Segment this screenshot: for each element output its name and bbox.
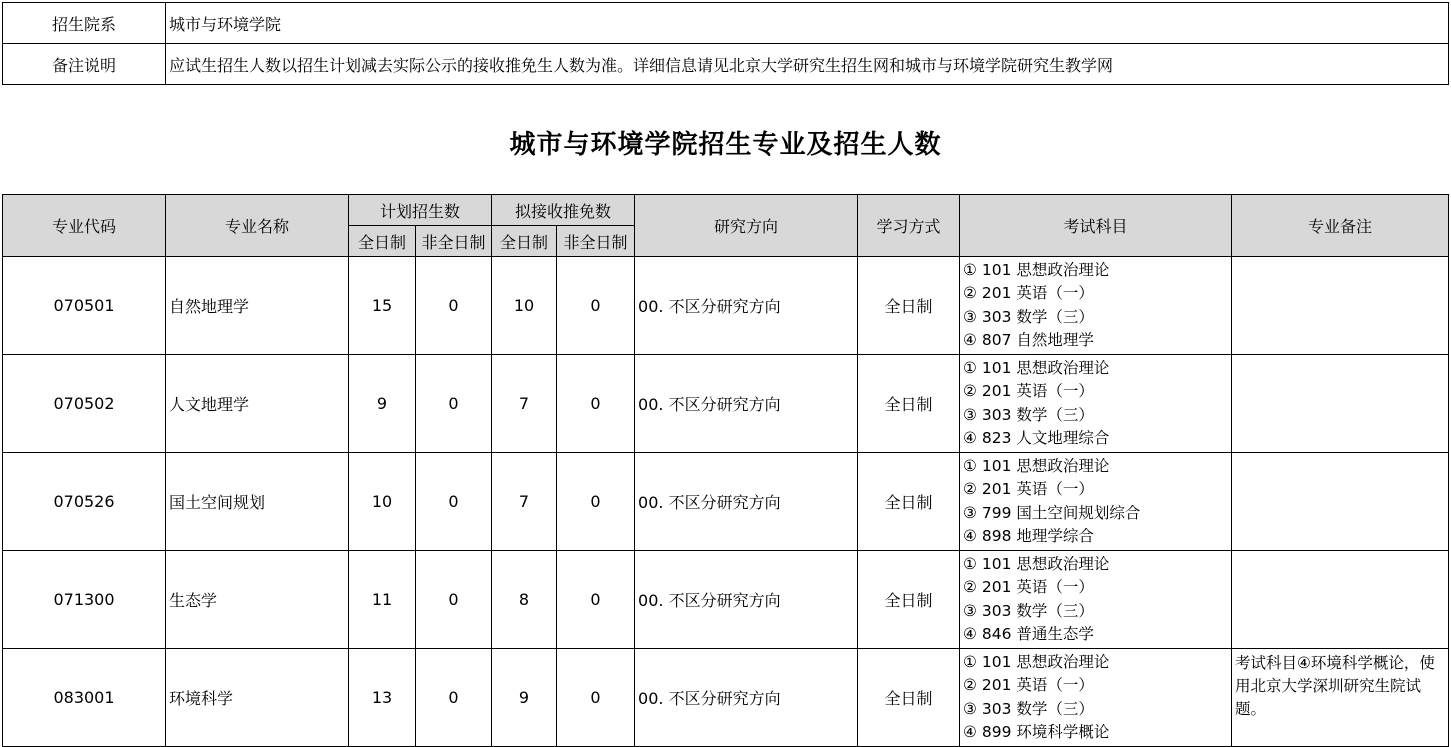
remark-value: 应试生招生人数以招生计划减去实际公示的接收推免生人数为准。详细信息请见北京大学研究生招生网和城市与环境学院研究生教学网: [166, 44, 1449, 85]
table-row: [3, 649, 1449, 747]
major-code: 070526: [3, 453, 166, 551]
header-exempt: 拟接收推免数: [492, 195, 635, 226]
major-note: [1232, 355, 1449, 453]
exempt-full-time: 10: [492, 257, 557, 355]
exempt-full-time: 8: [492, 551, 557, 649]
exempt-part-time: 0: [557, 355, 635, 453]
major-note: [1232, 257, 1449, 355]
major-code: 083001: [3, 649, 166, 747]
research-direction: 00. 不区分研究方向: [635, 453, 858, 551]
header-note: 专业备注: [1232, 195, 1449, 257]
header-plan: 计划招生数: [349, 195, 492, 226]
remark-label: 备注说明: [3, 44, 166, 85]
major-note: 考试科目④环境科学概论，使用北京大学深圳研究生院试题。: [1232, 649, 1449, 747]
exam-subject: ④ 898 地理学综合: [963, 527, 1094, 545]
study-mode: 全日制: [858, 453, 960, 551]
major-name: 环境科学: [166, 649, 349, 747]
page-title: 城市与环境学院招生专业及招生人数: [509, 130, 942, 160]
plan-part-time: 0: [416, 257, 492, 355]
header-plan-part-time: 非全日制: [416, 226, 492, 257]
research-direction: 00. 不区分研究方向: [635, 649, 858, 747]
major-code: 070502: [3, 355, 166, 453]
research-direction: 00. 不区分研究方向: [635, 257, 858, 355]
header-exam: 考试科目: [960, 195, 1232, 257]
exam-subjects: [960, 551, 1232, 649]
exam-subject: ② 201 英语（一）: [963, 578, 1094, 596]
exam-subject: ③ 799 国土空间规划综合: [963, 503, 1141, 522]
table-row: [3, 453, 1449, 551]
major-note: [1232, 453, 1449, 551]
plan-full-time: 9: [349, 355, 416, 453]
research-direction: 00. 不区分研究方向: [635, 551, 858, 649]
exam-subjects: [960, 649, 1232, 747]
study-mode: 全日制: [858, 355, 960, 453]
major-name: 人文地理学: [166, 355, 349, 453]
header-exempt-full-time: 全日制: [492, 226, 557, 257]
header-mode: 学习方式: [858, 195, 960, 257]
department-info-table: [2, 2, 1449, 85]
exempt-part-time: 0: [557, 551, 635, 649]
header-name: 专业名称: [166, 195, 349, 257]
plan-full-time: 11: [349, 551, 416, 649]
major-code: 070501: [3, 257, 166, 355]
exam-subject: ③ 303 数学（三）: [963, 405, 1094, 424]
plan-part-time: 0: [416, 355, 492, 453]
exempt-full-time: 9: [492, 649, 557, 747]
info-row-remark: [3, 44, 1449, 85]
study-mode: 全日制: [858, 551, 960, 649]
exam-subject: ④ 846 普通生态学: [963, 625, 1094, 643]
plan-part-time: 0: [416, 649, 492, 747]
exempt-full-time: 7: [492, 453, 557, 551]
exam-subject: ④ 823 人文地理综合: [963, 429, 1110, 447]
exam-subject: ③ 303 数学（三）: [963, 699, 1094, 718]
exam-subject: ① 101 思想政治理论: [963, 554, 1110, 573]
header-direction: 研究方向: [635, 195, 858, 257]
study-mode: 全日制: [858, 257, 960, 355]
exam-subject: ① 101 思想政治理论: [963, 456, 1110, 475]
exempt-part-time: 0: [557, 649, 635, 747]
exam-subject: ① 101 思想政治理论: [963, 652, 1110, 671]
exam-subject: ④ 807 自然地理学: [963, 331, 1094, 349]
table-row: [3, 257, 1449, 355]
plan-full-time: 10: [349, 453, 416, 551]
exam-subjects: [960, 257, 1232, 355]
exam-subject: ② 201 英语（一）: [963, 480, 1094, 498]
table-row: [3, 551, 1449, 649]
header-plan-full-time: 全日制: [349, 226, 416, 257]
major-code: 071300: [3, 551, 166, 649]
table-header-row: [3, 195, 1449, 226]
plan-part-time: 0: [416, 551, 492, 649]
department-value: 城市与环境学院: [166, 3, 1449, 44]
exam-subjects: [960, 453, 1232, 551]
major-name: 自然地理学: [166, 257, 349, 355]
exempt-full-time: 7: [492, 355, 557, 453]
major-name: 生态学: [166, 551, 349, 649]
exam-subject: ① 101 思想政治理论: [963, 260, 1110, 279]
header-code: 专业代码: [3, 195, 166, 257]
study-mode: 全日制: [858, 649, 960, 747]
plan-full-time: 13: [349, 649, 416, 747]
exempt-part-time: 0: [557, 257, 635, 355]
exam-subject: ② 201 英语（一）: [963, 382, 1094, 400]
exam-subject: ③ 303 数学（三）: [963, 307, 1094, 326]
research-direction: 00. 不区分研究方向: [635, 355, 858, 453]
department-label: 招生院系: [3, 3, 166, 44]
exempt-part-time: 0: [557, 453, 635, 551]
exam-subject: ① 101 思想政治理论: [963, 358, 1110, 377]
exam-subject: ② 201 英语（一）: [963, 284, 1094, 302]
exam-subjects: [960, 355, 1232, 453]
info-row-department: [3, 3, 1449, 44]
header-exempt-part-time: 非全日制: [557, 226, 635, 257]
major-name: 国土空间规划: [166, 453, 349, 551]
exam-subject: ④ 899 环境科学概论: [963, 723, 1110, 741]
plan-full-time: 15: [349, 257, 416, 355]
major-note: [1232, 551, 1449, 649]
exam-subject: ② 201 英语（一）: [963, 676, 1094, 694]
exam-subject: ③ 303 数学（三）: [963, 601, 1094, 620]
plan-part-time: 0: [416, 453, 492, 551]
table-row: [3, 355, 1449, 453]
majors-table: [2, 194, 1449, 747]
